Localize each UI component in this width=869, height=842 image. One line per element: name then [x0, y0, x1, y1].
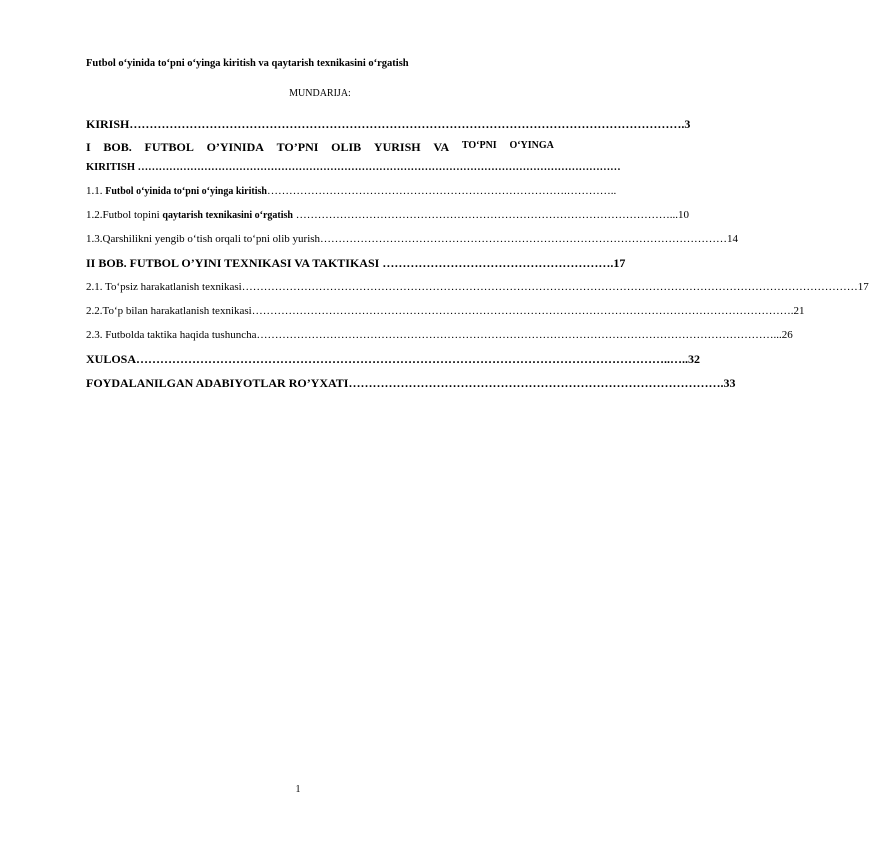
toc-entry-bob1-line1[interactable] [86, 140, 554, 155]
toc-word: TO‘PNI [461, 140, 497, 151]
toc-number: 1.1. [86, 185, 106, 197]
toc-entry-bob1-line2[interactable]: KIRITISH ………………………………………………………………………………………………………………………… [86, 162, 621, 173]
toc-label: qaytarish texnikasini o‘rgatish [162, 210, 293, 221]
toc-entry-1-3[interactable]: 1.3.Qarshilikni yengib o‘tish orqali to‘pni olib yurish…………………………………………………………………………………………………14 [86, 233, 739, 245]
toc-entry-2-3[interactable]: 2.3. Futbolda taktika haqida tushuncha……………………………………………………………………………………………………………………………...26 [86, 329, 793, 341]
toc-entry-2-2[interactable]: 2.2.To‘p bilan harakatlanish texnikasi………………………………………………………………………………………………………………………………….21 [86, 305, 805, 317]
toc-word: YURISH [373, 140, 421, 154]
document-title: Futbol o‘yinida to‘pni o‘yinga kiritish va qaytarish texnikasini o‘rgatish [86, 58, 409, 69]
toc-word: I [86, 140, 91, 154]
toc-entry-2-1[interactable]: 2.1. To‘psiz harakatlanish texnikasi……………………………………………………………………………………………………………………………………………………17 [86, 281, 869, 293]
toc-entry-kirish[interactable]: KIRISH………………………………………………………………………………………………………………………….3 [86, 117, 691, 131]
toc-word: O‘YINGA [509, 140, 554, 151]
toc-word: TO’PNI [276, 140, 319, 154]
toc-entry-foydalanilgan[interactable]: FOYDALANILGAN ADABIYOTLAR RO’YXATI………………………………………………………………………………….33 [86, 376, 736, 390]
toc-word: O’YINIDA [206, 140, 264, 154]
toc-word: OLIB [331, 140, 362, 154]
contents-heading: MUNDARIJA: [289, 88, 351, 99]
toc-word: FUTBOL [144, 140, 194, 154]
page-number: 1 [295, 784, 301, 795]
toc-entry-xulosa[interactable]: XULOSA……………………………………………………………………………………………………………………..…..32 [86, 352, 701, 366]
toc-label: Futbol o‘yinida to‘pni o‘yinga kiritish [105, 186, 267, 197]
toc-number: 1.2.Futbol topini [86, 209, 163, 221]
toc-entry-1-1[interactable] [86, 185, 617, 197]
toc-dots: …………………………………………………………………………………………...10 [292, 209, 689, 221]
toc-word: VA [433, 140, 450, 154]
toc-word: BOB. [103, 140, 132, 154]
toc-dots: ……………………………………………………………………….………….. [266, 185, 617, 197]
toc-entry-bob2[interactable]: II BOB. FUTBOL O’YINI TEXNIKASI VA TAKTIKASI ………………………………………………….17 [86, 256, 626, 270]
toc-entry-1-2[interactable] [86, 209, 689, 221]
